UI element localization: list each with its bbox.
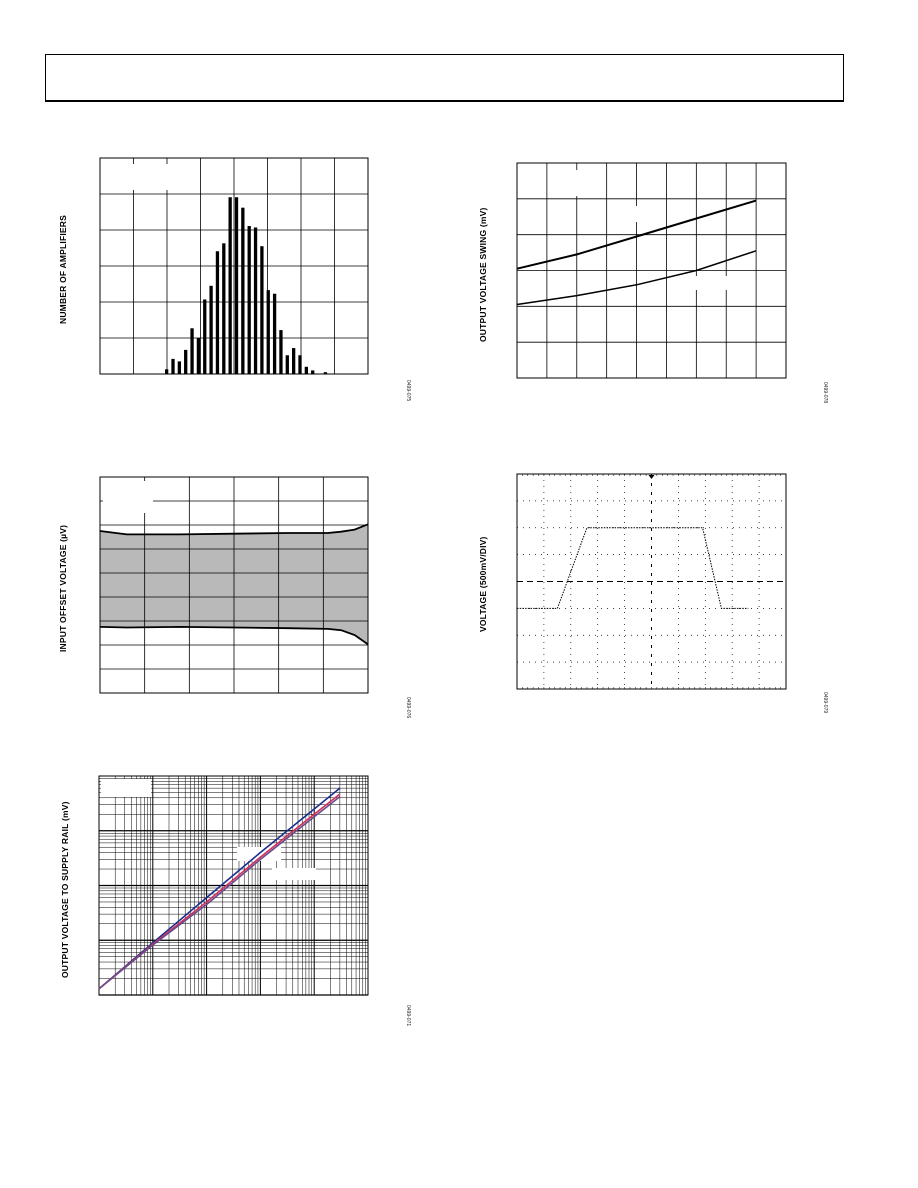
input-offset-y-axis-label: INPUT OFFSET VOLTAGE (µV) [58,524,68,652]
histogram-y-axis-label: NUMBER OF AMPLIFIERS [58,215,68,324]
histogram-figure-id: 0499-075 [405,380,411,402]
output-vs-load-figure-id: 0499-071 [405,1005,411,1027]
output-vs-load-chart [0,0,459,1060]
output-vs-load-y-axis-label: OUTPUT VOLTAGE TO SUPPLY RAIL (mV) [60,801,70,978]
output-swing-figure-id: 0499-078 [822,382,828,404]
scope-figure-id: 0499-079 [822,692,828,714]
scope-y-axis-label: VOLTAGE (500mV/DIV) [478,536,488,632]
input-offset-figure-id: 0499-076 [405,697,411,719]
output-swing-y-axis-label: OUTPUT VOLTAGE SWING (mV) [478,207,488,342]
series-line [99,797,340,989]
legend-box [101,779,151,797]
legend-box [272,868,316,880]
